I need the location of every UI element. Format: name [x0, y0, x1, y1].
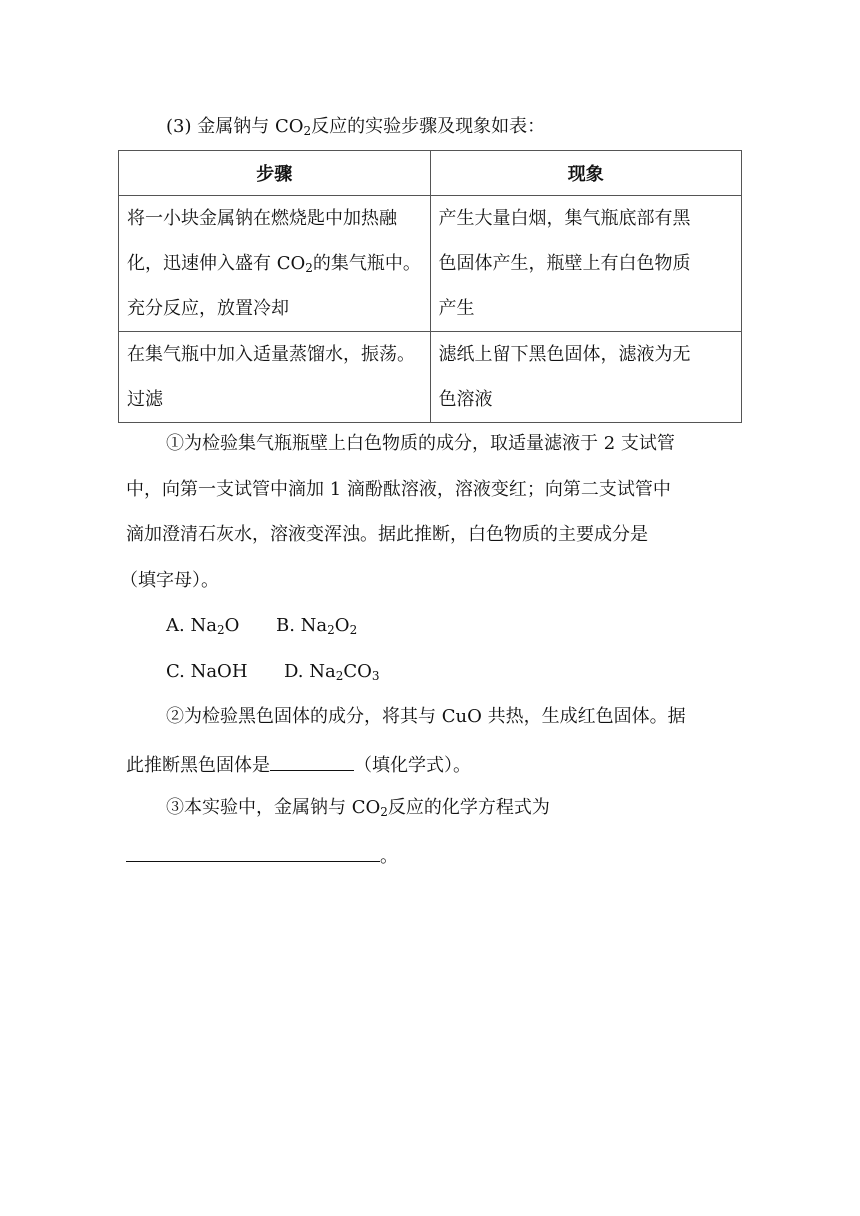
table-header-steps: 步骤 [119, 151, 431, 196]
intro-text: (3) 金属钠与 $CO_2$反应的实验步骤及现象如表： [166, 116, 546, 138]
answer-blank[interactable] [270, 752, 354, 771]
table-row [119, 196, 742, 332]
option-c[interactable]: C. NaOH [166, 661, 248, 682]
option-d[interactable]: D. $Na_2CO_3$ [284, 661, 380, 683]
table-cell-step: 将一小块金属钠在燃烧匙中加热融 化，迅速伸入盛有 $CO_2$的集气瓶中。 充分反应，放置冷却 [119, 196, 431, 332]
table-cell-step: 在集气瓶中加入适量蒸馏水，振荡。 过滤 [119, 332, 431, 423]
table-cell-phenomenon: 滤纸上留下黑色固体，滤液为无 色溶液 [430, 332, 742, 423]
answer-blank[interactable] [126, 843, 380, 862]
question-1-line-1: ①为检验集气瓶瓶壁上白色物质的成分，取适量滤液于 2 支试管 [166, 433, 675, 454]
experiment-table [118, 150, 742, 423]
question-1-line-2: 中，向第一支试管中滴加 1 滴酚酞溶液，溶液变红；向第二支试管中 [126, 479, 671, 500]
table-row [119, 332, 742, 423]
option-a[interactable]: A. $Na_2O$ [166, 615, 240, 637]
question-2-line-2: 此推断黑色固体是 （填化学式）。 [126, 752, 471, 777]
table-header-phenomena: 现象 [430, 151, 742, 196]
question-2-line-1: ②为检验黑色固体的成分，将其与 CuO 共热，生成红色固体。据 [166, 706, 686, 727]
question-1-line-3: 滴加澄清石灰水，溶液变浑浊。据此推断，白色物质的主要成分是 [126, 524, 648, 545]
question-3-line-1: ③本实验中，金属钠与 $CO_2$反应的化学方程式为 [166, 797, 550, 819]
question-3-line-2: 。 [126, 843, 398, 868]
option-b[interactable]: B. $Na_2O_2$ [276, 615, 358, 637]
table-cell-phenomenon: 产生大量白烟，集气瓶底部有黑 色固体产生，瓶壁上有白色物质 产生 [430, 196, 742, 332]
question-1-line-4: （填字母）。 [120, 570, 219, 591]
